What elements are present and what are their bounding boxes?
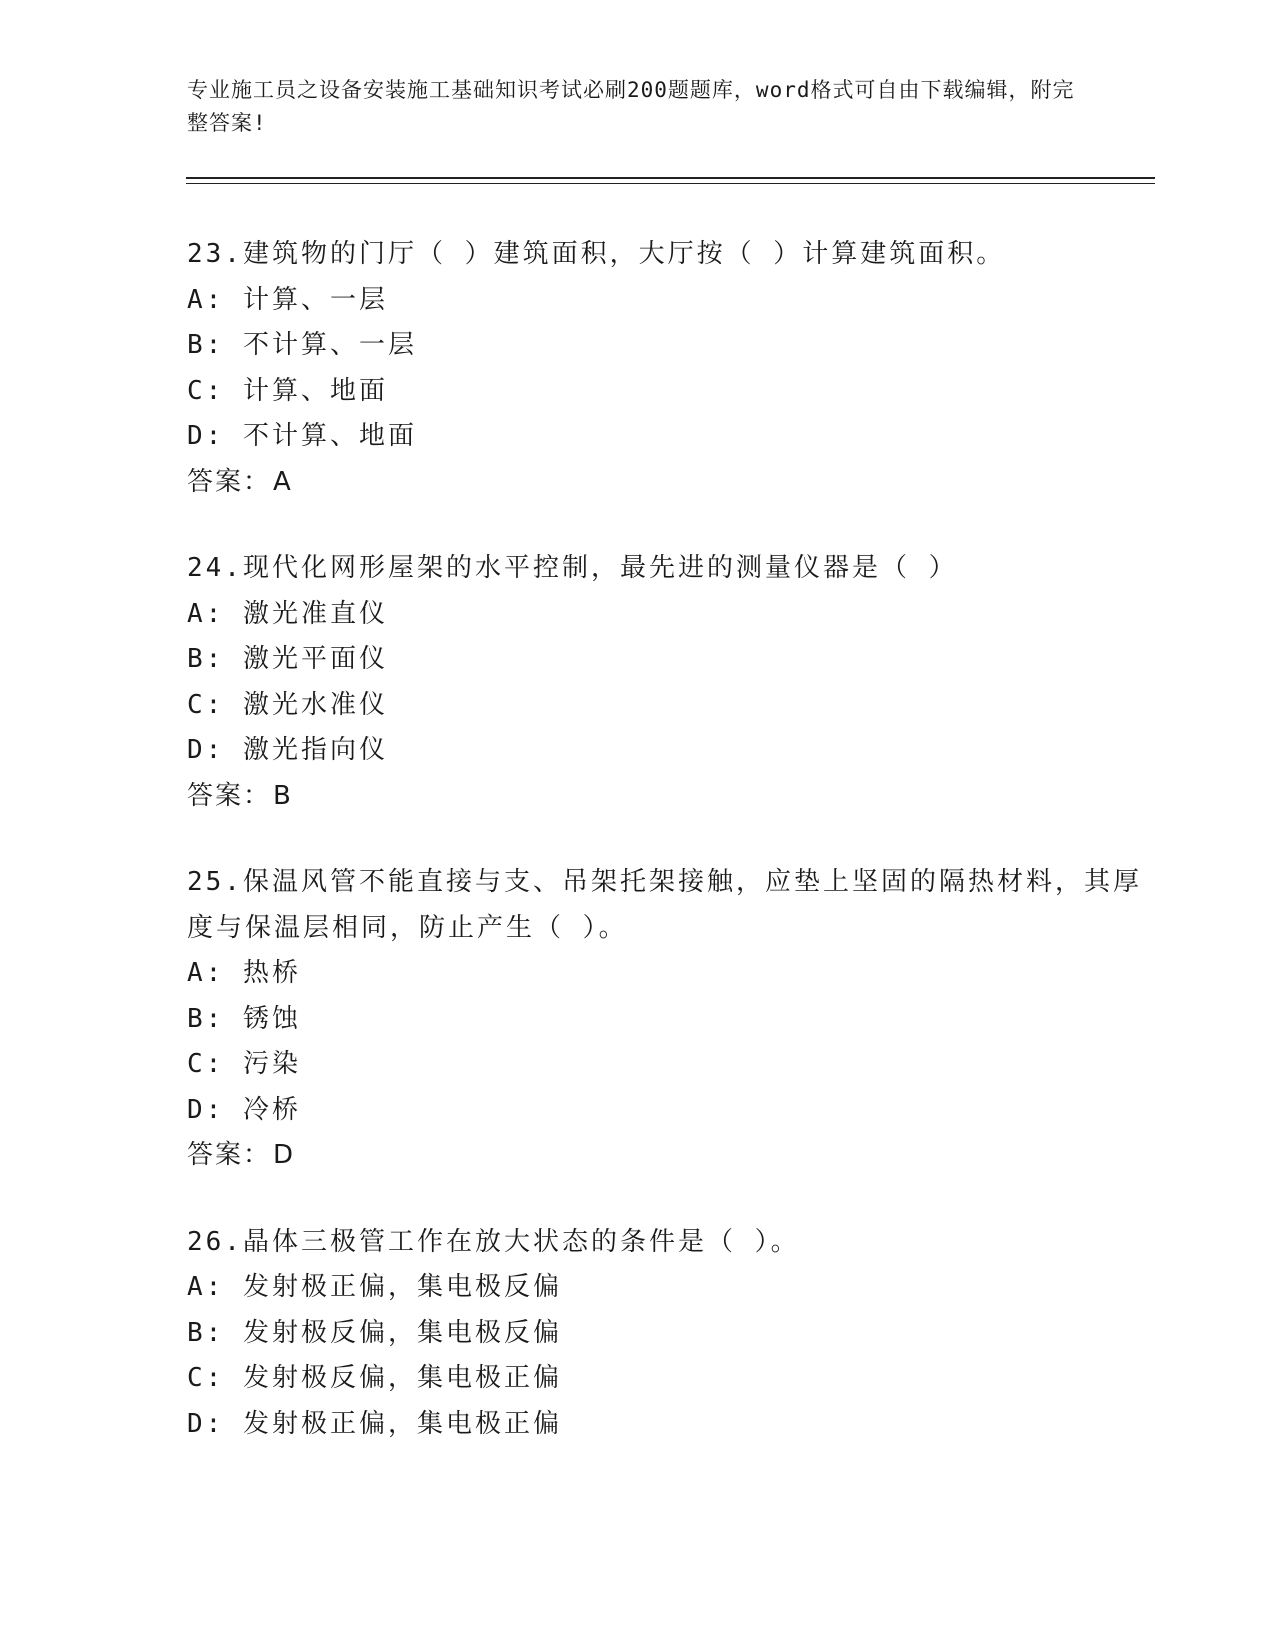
option-b: B: 发射极反偏，集电极反偏 <box>187 1317 562 1348</box>
answer-row <box>187 774 1147 820</box>
option-a: A: 热桥 <box>187 958 301 988</box>
answer-label: 答案： <box>187 780 272 811</box>
question-stem: 24.现代化网形屋架的水平控制，最先进的测量仪器是（ ） <box>187 553 958 583</box>
answer-row <box>187 460 1147 506</box>
option-a: A: 计算、一层 <box>187 284 388 315</box>
option-d: D: 激光指向仪 <box>187 735 388 765</box>
question-item <box>187 1220 1147 1448</box>
document-header: 专业施工员之设备安装施工基础知识考试必刷200题题库，word格式可自由下载编辑，附完整答案! <box>187 78 1075 135</box>
header-divider-thin <box>186 183 1155 184</box>
question-stem: 23.建筑物的门厅（ ）建筑面积，大厅按（ ）计算建筑面积。 <box>187 239 1006 269</box>
question-item <box>187 546 1147 819</box>
option-b: B: 不计算、一层 <box>187 330 417 360</box>
answer-row <box>187 1133 1147 1179</box>
answer-value: A <box>273 466 291 497</box>
option-d: D: 冷桥 <box>187 1094 301 1125</box>
option-b: B: 激光平面仪 <box>187 644 388 674</box>
question-stem: 26.晶体三极管工作在放大状态的条件是（ ）。 <box>187 1226 800 1257</box>
question-list <box>187 232 1147 1488</box>
option-d: D: 不计算、地面 <box>187 421 417 451</box>
option-c: C: 污染 <box>187 1049 301 1079</box>
option-c: C: 计算、地面 <box>187 375 388 406</box>
option-b: B: 锈蚀 <box>187 1003 301 1034</box>
question-stem: 25.保温风管不能直接与支、吊架托架接触，应垫上坚固的隔热材料，其厚度与保温层相同，防止产生（ ）。 <box>187 867 1142 943</box>
option-c: C: 发射极反偏，集电极正偏 <box>187 1363 562 1393</box>
option-a: A: 发射极正偏，集电极反偏 <box>187 1272 562 1302</box>
option-c: C: 激光水准仪 <box>187 689 388 720</box>
option-a: A: 激光准直仪 <box>187 598 388 629</box>
question-item <box>187 860 1147 1179</box>
answer-value: B <box>273 780 291 811</box>
answer-value: D <box>273 1140 294 1170</box>
answer-label: 答案： <box>187 1140 272 1170</box>
answer-label: 答案： <box>187 466 272 497</box>
question-item <box>187 232 1147 505</box>
option-d: D: 发射极正偏，集电极正偏 <box>187 1408 562 1439</box>
header-divider-thick <box>186 177 1155 179</box>
